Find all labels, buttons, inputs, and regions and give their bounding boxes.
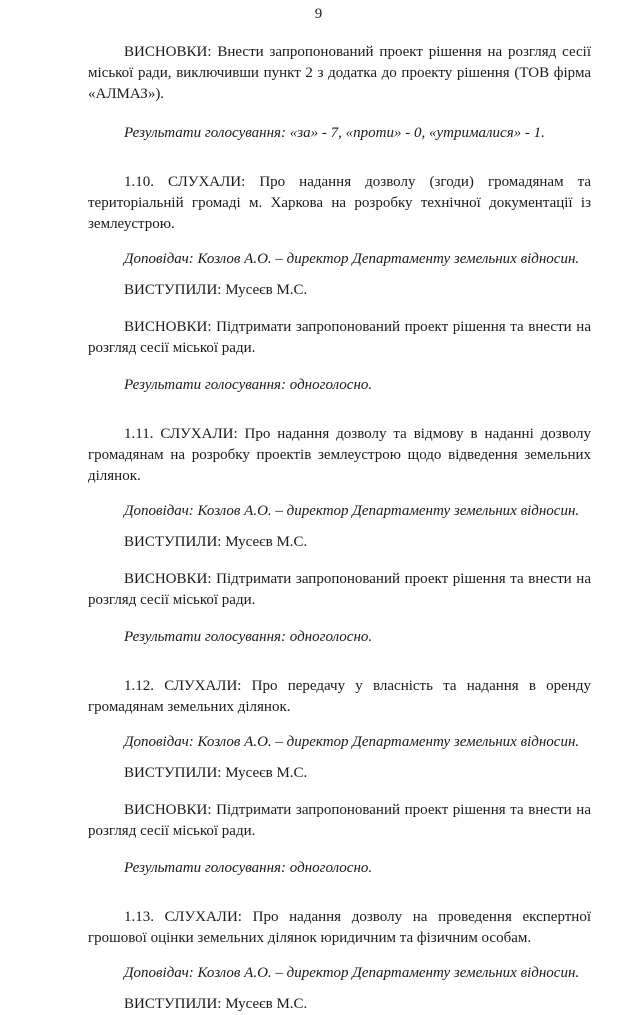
agenda-section-1-12 xyxy=(88,676,591,879)
conclusions-paragraph: ВИСНОВКИ: Підтримати запропонований проект рішення та внести на розгляд сесії міської ради. xyxy=(88,571,591,608)
spoke-line: ВИСТУПИЛИ: Мусеєв М.С. xyxy=(124,534,308,550)
conclusions-paragraph: ВИСНОВКИ: Підтримати запропонований проект рішення та внести на розгляд сесії міської ради. xyxy=(88,319,591,356)
conclusions-paragraph: ВИСНОВКИ: Підтримати запропонований проект рішення та внести на розгляд сесії міської ради. xyxy=(88,802,591,839)
spoke-line: ВИСТУПИЛИ: Мусеєв М.С. xyxy=(124,996,308,1012)
vote-result: Результати голосування: одноголосно. xyxy=(124,860,373,876)
spoke-line: ВИСТУПИЛИ: Мусеєв М.С. xyxy=(124,282,308,298)
reporter-line: Доповідач: Козлов А.О. – директор Департаменту земельних відносин. xyxy=(124,734,580,750)
vote-result: Результати голосування: одноголосно. xyxy=(124,377,373,393)
vote-result: Результати голосування: одноголосно. xyxy=(124,629,373,645)
heard-paragraph: 1.11. СЛУХАЛИ: Про надання дозволу та відмову в наданні дозволу громадянам на розробку проектів землеустрою щодо відведення земельних ділянок. xyxy=(88,426,591,484)
heard-paragraph: 1.10. СЛУХАЛИ: Про надання дозволу (згоди) громадянам та територіальній громаді м. Харкова на розробку технічної документації із землеустрою. xyxy=(88,174,591,232)
document-body xyxy=(88,42,591,1015)
vote-result: Результати голосування: «за» - 7, «проти» - 0, «утрималися» - 1. xyxy=(124,125,545,141)
agenda-section-1-13 xyxy=(88,907,591,1015)
heard-paragraph: 1.13. СЛУХАЛИ: Про надання дозволу на проведення експертної грошової оцінки земельних ділянок юридичним та фізичним особам. xyxy=(88,909,591,946)
reporter-line: Доповідач: Козлов А.О. – директор Департаменту земельних відносин. xyxy=(124,251,580,267)
agenda-section-1-11 xyxy=(88,424,591,648)
agenda-section-1-10 xyxy=(88,172,591,396)
reporter-line: Доповідач: Козлов А.О. – директор Департаменту земельних відносин. xyxy=(124,503,580,519)
spoke-line: ВИСТУПИЛИ: Мусеєв М.С. xyxy=(124,765,308,781)
conclusions-paragraph: ВИСНОВКИ: Внести запропонований проект рішення на розгляд сесії міської ради, виключивши пункт 2 з додатка до проекту рішення (ТОВ фірма «АЛМАЗ»). xyxy=(88,44,591,102)
reporter-line: Доповідач: Козлов А.О. – директор Департаменту земельних відносин. xyxy=(124,965,580,981)
page-number: 9 xyxy=(314,6,323,22)
heard-paragraph: 1.12. СЛУХАЛИ: Про передачу у власність та надання в оренду громадянам земельних ділянок. xyxy=(88,678,591,715)
